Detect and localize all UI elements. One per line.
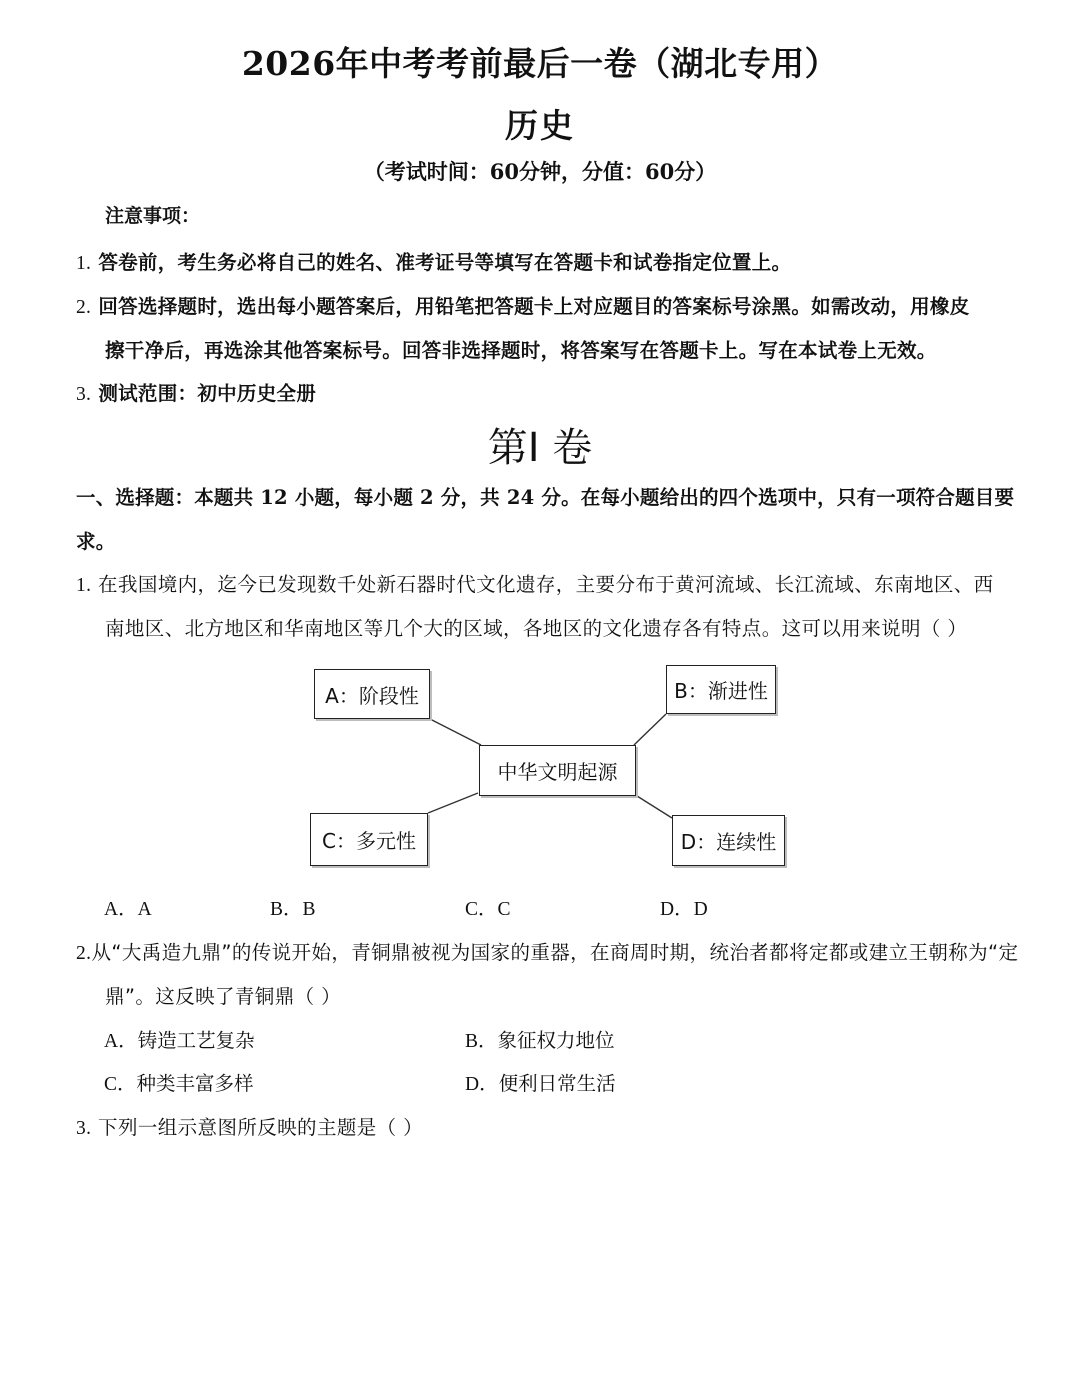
section-heading: 一、选择题：本题共 12 小题，每小题 2 分，共 24 分。在每小题给出的四个选项中，只有一项符合题目要 <box>76 486 1015 509</box>
question-number: 2. <box>76 943 92 964</box>
question-text: 在我国境内，迄今已发现数千处新石器时代文化遗存，主要分布于黄河流域、长江流域、东南地区、西 <box>98 573 994 596</box>
option-letter: C． <box>465 899 498 920</box>
question-1-option-d[interactable] <box>660 893 708 921</box>
question-text: 从“大禹造九鼎”的传说开始，青铜鼎被视为国家的重器，在商周时期，统治者都将定都或建立王朝称为“定 <box>91 941 1019 964</box>
option-text: 种类丰富多样 <box>136 1072 254 1095</box>
connector-line-c <box>428 793 478 813</box>
question-2 <box>76 937 1018 965</box>
exam-info: （考试时间：60分钟，分值：60分） <box>363 159 717 184</box>
option-letter: D． <box>465 1074 499 1095</box>
notice-item-text: 测试范围：初中历史全册 <box>98 382 317 405</box>
notice-heading: 注意事项： <box>105 205 201 227</box>
connector-line-b <box>634 714 666 745</box>
question-number: 3. <box>76 1118 92 1139</box>
question-3 <box>76 1112 423 1140</box>
question-1-continuation: 南地区、北方地区和华南地区等几个大的区域，各地区的文化遗存各有特点。这可以用来说明（ ） <box>105 617 968 640</box>
diagram-box-center: 中华文明起源 <box>479 745 636 796</box>
option-letter: D． <box>660 899 694 920</box>
option-letter: A． <box>104 1031 138 1052</box>
notice-item-text: 回答选择题时，选出每小题答案后，用铅笔把答题卡上对应题目的答案标号涂黑。如需改动，用橡皮 <box>98 295 970 318</box>
option-text: 象征权力地位 <box>497 1029 615 1052</box>
connector-line-a <box>430 719 481 745</box>
question-1-option-c[interactable] <box>465 893 511 921</box>
notice-item-number: 1. <box>76 253 92 274</box>
diagram-box-a: A：阶段性 <box>314 669 430 719</box>
option-text: 铸造工艺复杂 <box>137 1029 255 1052</box>
question-2-continuation: 鼎”。这反映了青铜鼎（ ） <box>105 985 342 1008</box>
connector-line-d <box>637 796 672 818</box>
notice-item-number: 3. <box>76 384 92 405</box>
question-2-option-b[interactable] <box>465 1025 615 1053</box>
question-2-option-d[interactable] <box>465 1068 616 1096</box>
option-letter: A． <box>104 899 138 920</box>
option-letter: C． <box>104 1074 137 1095</box>
notice-item-2-continuation: 擦干净后，再选涂其他答案标号。回答非选择题时，将答案写在答题卡上。写在本试卷上无效。 <box>105 339 937 362</box>
diagram-box-c: C：多元性 <box>310 813 428 866</box>
option-text: C <box>497 899 511 920</box>
option-text: 便利日常生活 <box>498 1072 616 1095</box>
option-text: D <box>693 899 708 920</box>
section-heading-continuation: 求。 <box>76 530 116 553</box>
subject-title: 历史 <box>505 106 575 145</box>
question-1-option-a[interactable] <box>104 893 152 921</box>
question-1-option-b[interactable] <box>270 893 316 921</box>
question-number: 1. <box>76 575 92 596</box>
question-2-option-a[interactable] <box>104 1025 255 1053</box>
option-letter: B． <box>270 899 303 920</box>
notice-item-number: 2. <box>76 297 92 318</box>
option-text: B <box>302 899 316 920</box>
question-2-option-c[interactable] <box>104 1068 254 1096</box>
notice-item-text: 答卷前，考生务必将自己的姓名、准考证号等填写在答题卡和试卷指定位置上。 <box>98 251 792 274</box>
option-text: A <box>137 899 152 920</box>
exam-title: 2026年中考考前最后一卷（湖北专用） <box>241 44 839 83</box>
volume-title: 第Ⅰ 卷 <box>487 425 593 471</box>
diagram-box-b: B：渐进性 <box>666 665 776 714</box>
diagram-box-d: D：连续性 <box>672 815 785 866</box>
option-letter: B． <box>465 1031 498 1052</box>
question-text: 下列一组示意图所反映的主题是（ ） <box>98 1116 424 1139</box>
